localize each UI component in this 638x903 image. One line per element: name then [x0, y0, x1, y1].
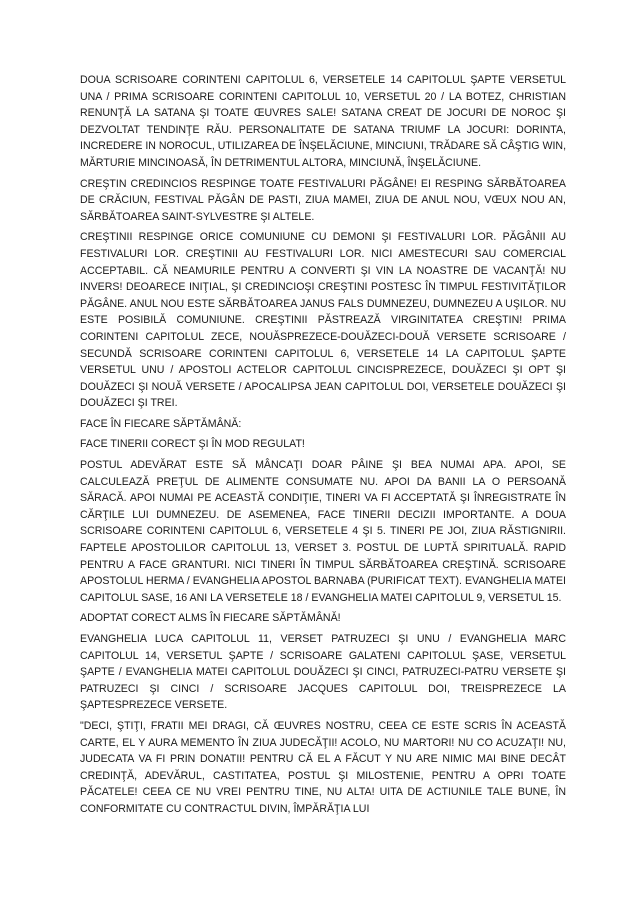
paragraph: EVANGHELIA LUCA CAPITOLUL 11, VERSET PATRUZECI ŞI UNU / EVANGHELIA MARC CAPITOLUL 14, VERSETUL ŞAPTE / SCRISOARE GALATENI CAPITOLUL ŞASE, VERSETUL ŞAPTE / EVANGHELIA MATEI CAPITOLUL DOUĂZECI ŞI CINCI, PATRUZECI-PATRU VERSETE ŞI PATRUZECI ŞI CINCI / SCRISOARE JACQUES CAPITOLUL DOI, TREISPREZECE LA ŞAPTESPREZECE VERSETE. [80, 633, 566, 712]
paragraph: CREŞTINII RESPINGE ORICE COMUNIUNE CU DEMONI ŞI FESTIVALURI LOR. PĂGÂNII AU FESTIVALURI LOR. CREŞTINII AU FESTIVALURI LOR. NICI AMESTECURI SAU COMERCIAL ACCEPTABIL. CĂ NEAMURILE PENTRU A CONVERTI ŞI VIN LA NOASTRE DE VACANŢĂ! NU INVERS! DEOARECE INIŢIAL, ŞI CREDINCIOŞI CREŞTINI POSTESC ÎN TIMPUL FESTIVITĂŢILOR PĂGÂNE. ANUL NOU ESTE SĂRBĂTOAREA JANUS FALS DUMNEZEU, DUMNEZEU A UŞILOR. NU ESTE POSIBILĂ COMUNIUNE. CREŞTINII PĂSTREAZĂ VIRGINITATEA CREŞTIN! PRIMA CORINTENI CAPITOLUL ZECE, NOUĂSPREZECE-DOUĂZECI-DOUĂ VERSETE SCRISOARE / SECUNDĂ SCRISOARE CORINTENI CAPITOLUL 6, VERSETELE 14 LA CAPITOLUL ŞAPTE VERSETUL UNU / APOSTOLI ACTELOR CAPITOLUL CINCISPREZECE, DOUĂZECI ŞI OPT ŞI DOUĂZECI ŞI NOUĂ VERSETE / APOCALIPSA JEAN CAPITOLUL DOI, VERSETELE DOUĂZECI ŞI DOUĂZECI ŞI TREI. [80, 231, 566, 410]
paragraph: "DECI, ŞTIŢI, FRATII MEI DRAGI, CĂ ŒUVRES NOSTRU, CEEA CE ESTE SCRIS ÎN ACEASTĂ CARTE, EL Y AURA MEMENTO ÎN ZIUA JUDECĂŢII! ACOLO, NU MARTORI! NU CO ACUZAŢI! NU, JUDECATA VA FI PRIN DONATII! PENTRU CĂ EL A FĂCUT Y NU ARE NIMIC MAI BINE DECÂT CREDINŢĂ, ADEVĂRUL, CASTITATEA, POSTUL ŞI MILOSTENIE, PENTRU A OPRI TOATE PĂCATELE! CEEA CE NU VREI PENTRU TINE, NU ALTA! UITA DE ACTIUNILE TALE BUNE, ÎN CONFORMITATE CU CONTRACTUL DIVIN, ÎMPĂRĂŢIA LUI [80, 719, 566, 815]
document-page [80, 72, 566, 822]
paragraph: POSTUL ADEVĂRAT ESTE SĂ MÂNCAŢI DOAR PÂINE ŞI BEA NUMAI APA. APOI, SE CALCULEAZĂ PREŢUL DE ALIMENTE CONSUMATE NU. APOI DA BANII LA O PERSOANĂ SĂRACĂ. APOI NUMAI PE ACEASTĂ CONDIŢIE, TINERI VA FI ACCEPTATĂ ŞI ÎNREGISTRATE ÎN CĂRŢILE LUI DUMNEZEU. DE ASEMENEA, FACE TINERII DECIZII IMPORTANTE. A DOUA SCRISOARE CORINTENI CAPITOLUL 6, VERSETELE 4 ŞI 5. TINERI PE JOI, ZIUA RĂSTIGNIRII. FAPTELE APOSTOLILOR CAPITOLUL 13, VERSET 3. POSTUL DE LUPTĂ SPIRITUALĂ. RAPID PENTRU A FACE GRANTURI. NICI TINERI ÎN TIMPUL SĂRBĂTOAREA CREŞTINĂ. SCRISOARE APOSTOLUL HERMA / EVANGHELIA APOSTOL BARNABA (PURIFICAT TEXT). EVANGHELIA MATEI CAPITOLUL SASE, 16 ANI LA VERSETELE 18 / EVANGHELIA MATEI CAPITOLUL 9, VERSETUL 15. [80, 459, 566, 604]
paragraph: FACE TINERII CORECT ŞI ÎN MOD REGULAT! [80, 438, 305, 451]
paragraph: ADOPTAT CORECT ALMS ÎN FIECARE SĂPTĂMÂNĂ! [80, 612, 341, 625]
paragraph: CREŞTIN CREDINCIOS RESPINGE TOATE FESTIVALURI PĂGÂNE! EI RESPING SĂRBĂTOAREA DE CRĂCIUN, FESTIVAL PĂGÂN DE PASTI, ZIUA MAMEI, ZIUA DE ANUL NOU, VŒUX NOU AN, SĂRBĂTOAREA SAINT-SYLVESTRE ŞI ALTELE. [80, 177, 566, 223]
paragraph: FACE ÎN FIECARE SĂPTĂMÂNĂ: [80, 417, 242, 430]
paragraph: DOUA SCRISOARE CORINTENI CAPITOLUL 6, VERSETELE 14 CAPITOLUL ŞAPTE VERSETUL UNA / PRIMA SCRISOARE CORINTENI CAPITOLUL 10, VERSETUL 20 / LA BOTEZ, CHRISTIAN RENUNŢĂ LA SATANA ŞI TOATE ŒUVRES SALE! SATANA CREAT DE JOCURI DE NOROC ŞI DEZVOLTAT TENDINŢE RĂU. PERSONALITATE DE SATANA TRIUMF LA JOCURI: DORINTA, INCREDERE IN NOROCUL, UTILIZAREA DE ÎNŞELĂCIUNE, MINCIUNI, TRĂDARE SĂ CÂŞTIG WIN, MĂRTURIE MINCINOASĂ, ÎN DETRIMENTUL ALTORA, MINCIUNĂ, ÎNŞELĂCIUNE. [80, 74, 567, 169]
